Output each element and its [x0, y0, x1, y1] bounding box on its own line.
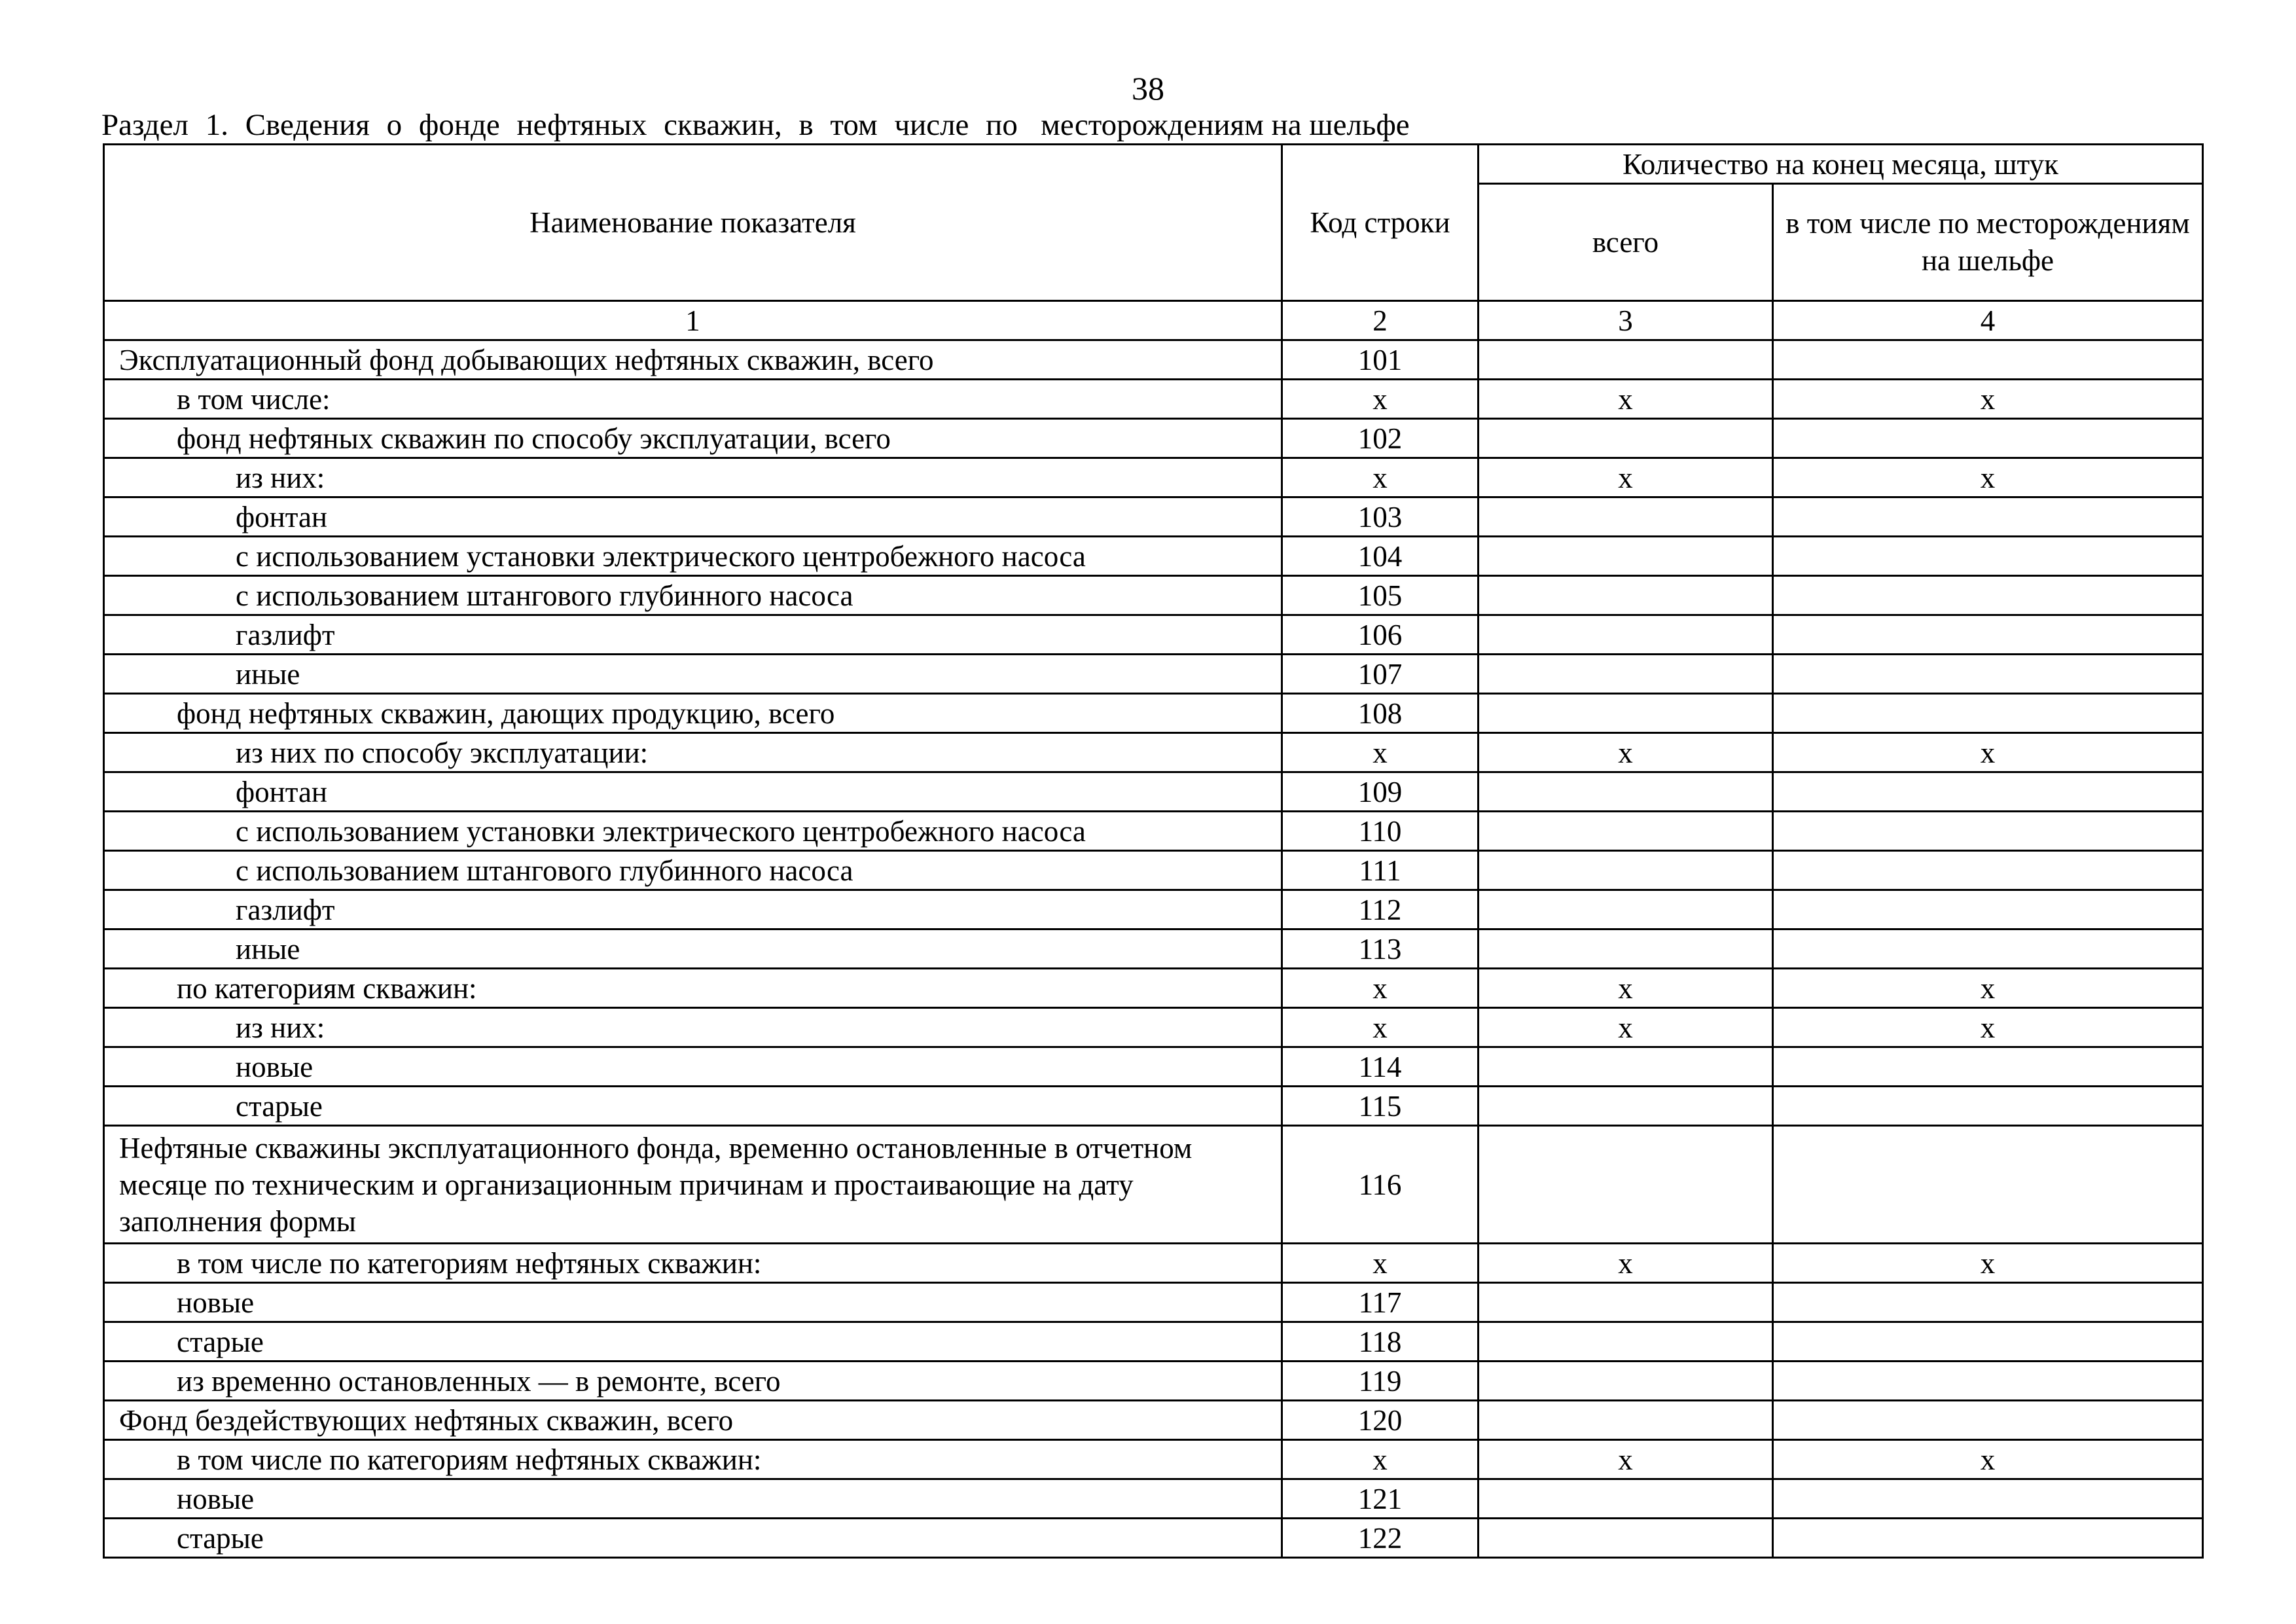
table-row: [104, 497, 2203, 537]
row-total-value[interactable]: [1479, 1087, 1773, 1126]
table-row: [104, 772, 2203, 812]
table-row: [104, 1322, 2203, 1362]
page-number: 38: [1132, 70, 1164, 107]
row-name: в том числе по категориям нефтяных скважин:: [104, 1244, 1282, 1283]
row-total-value: х: [1479, 969, 1773, 1008]
row-total-value[interactable]: [1479, 851, 1773, 890]
row-code: 106: [1282, 615, 1479, 655]
row-total-value[interactable]: [1479, 655, 1773, 694]
row-name: фонтан: [104, 772, 1282, 812]
row-shelf-value[interactable]: [1773, 1479, 2203, 1519]
table-row: [104, 655, 2203, 694]
row-name: Эксплуатационный фонд добывающих нефтяных скважин, всего: [104, 340, 1282, 380]
row-shelf-value[interactable]: [1773, 812, 2203, 851]
row-shelf-value: х: [1773, 380, 2203, 419]
row-name: иные: [104, 929, 1282, 969]
row-code: 119: [1282, 1362, 1479, 1401]
header-total: всего: [1479, 184, 1773, 301]
table-row: [104, 1047, 2203, 1087]
row-total-value[interactable]: [1479, 812, 1773, 851]
row-shelf-value[interactable]: [1773, 655, 2203, 694]
header-indicator-name: Наименование показателя: [104, 145, 1282, 301]
row-code: 101: [1282, 340, 1479, 380]
table-row: [104, 1283, 2203, 1322]
row-name: с использованием штангового глубинного насоса: [104, 851, 1282, 890]
row-shelf-value: х: [1773, 1008, 2203, 1047]
table-row: [104, 1244, 2203, 1283]
column-number: 3: [1479, 301, 1773, 340]
row-total-value[interactable]: [1479, 1362, 1773, 1401]
row-total-value[interactable]: [1479, 537, 1773, 576]
table-row: [104, 1479, 2203, 1519]
row-code: х: [1282, 969, 1479, 1008]
section-title-suffix: месторождениям на шельфе: [1041, 108, 1410, 142]
row-name: с использованием штангового глубинного насоса: [104, 576, 1282, 615]
row-code: х: [1282, 1008, 1479, 1047]
row-code: 104: [1282, 537, 1479, 576]
row-name: Фонд бездействующих нефтяных скважин, всего: [104, 1401, 1282, 1440]
row-name: в том числе:: [104, 380, 1282, 419]
row-shelf-value[interactable]: [1773, 576, 2203, 615]
row-code: х: [1282, 1244, 1479, 1283]
table-row: [104, 1401, 2203, 1440]
row-shelf-value[interactable]: [1773, 772, 2203, 812]
table-row: [104, 340, 2203, 380]
row-code: 111: [1282, 851, 1479, 890]
row-name: фонтан: [104, 497, 1282, 537]
row-code: х: [1282, 1440, 1479, 1479]
row-total-value[interactable]: [1479, 1401, 1773, 1440]
table-row: [104, 1008, 2203, 1047]
row-code: 122: [1282, 1519, 1479, 1558]
row-name: новые: [104, 1047, 1282, 1087]
table-row: [104, 537, 2203, 576]
row-shelf-value[interactable]: [1773, 1519, 2203, 1558]
table-row: [104, 969, 2203, 1008]
row-shelf-value[interactable]: [1773, 1047, 2203, 1087]
row-code: 103: [1282, 497, 1479, 537]
row-code: 108: [1282, 694, 1479, 733]
row-code: 109: [1282, 772, 1479, 812]
table-row: [104, 615, 2203, 655]
table-row: [104, 1519, 2203, 1558]
row-shelf-value[interactable]: [1773, 419, 2203, 458]
header-quantity-group: Количество на конец месяца, штук: [1479, 145, 2203, 184]
row-total-value: х: [1479, 1244, 1773, 1283]
row-shelf-value: х: [1773, 1440, 2203, 1479]
wells-fund-table: [103, 143, 2204, 1559]
row-name: новые: [104, 1479, 1282, 1519]
column-number: 4: [1773, 301, 2203, 340]
row-total-value[interactable]: [1479, 1519, 1773, 1558]
row-shelf-value[interactable]: [1773, 1322, 2203, 1362]
section-title: [101, 107, 1568, 143]
row-name: газлифт: [104, 615, 1282, 655]
row-code: 121: [1282, 1479, 1479, 1519]
table-row: [104, 458, 2203, 497]
table-row: [104, 851, 2203, 890]
row-name: Нефтяные скважины эксплуатационного фонда, временно остановленные в отчетном месяце по техническим и организационным причинам и простаивающие на дату заполнения формы: [104, 1126, 1282, 1244]
row-code: 118: [1282, 1322, 1479, 1362]
row-name: из них:: [104, 458, 1282, 497]
table-row: [104, 929, 2203, 969]
row-shelf-value[interactable]: [1773, 615, 2203, 655]
row-total-value: х: [1479, 380, 1773, 419]
table-row: [104, 1440, 2203, 1479]
table-row: [104, 812, 2203, 851]
row-code: х: [1282, 733, 1479, 772]
row-name: в том числе по категориям нефтяных скважин:: [104, 1440, 1282, 1479]
section-title-prefix: Раздел 1. Сведения о фонде нефтяных скважин, в том числе по: [101, 108, 1018, 142]
row-name: из них по способу эксплуатации:: [104, 733, 1282, 772]
row-name: старые: [104, 1519, 1282, 1558]
row-name: с использованием установки электрического центробежного насоса: [104, 537, 1282, 576]
row-shelf-value[interactable]: [1773, 1362, 2203, 1401]
row-name: из временно остановленных — в ремонте, всего: [104, 1362, 1282, 1401]
table-row: [104, 1362, 2203, 1401]
row-total-value: х: [1479, 1008, 1773, 1047]
table-row: [104, 380, 2203, 419]
row-code: 102: [1282, 419, 1479, 458]
row-name: фонд нефтяных скважин по способу эксплуатации, всего: [104, 419, 1282, 458]
row-shelf-value[interactable]: [1773, 1283, 2203, 1322]
row-total-value[interactable]: [1479, 1126, 1773, 1244]
row-shelf-value[interactable]: [1773, 1087, 2203, 1126]
row-code: 112: [1282, 890, 1479, 929]
row-name: старые: [104, 1322, 1282, 1362]
row-shelf-value[interactable]: [1773, 929, 2203, 969]
row-total-value[interactable]: [1479, 1479, 1773, 1519]
row-total-value[interactable]: [1479, 1322, 1773, 1362]
row-shelf-value[interactable]: [1773, 497, 2203, 537]
row-total-value: х: [1479, 733, 1773, 772]
row-total-value[interactable]: [1479, 890, 1773, 929]
row-shelf-value[interactable]: [1773, 340, 2203, 380]
row-shelf-value: х: [1773, 1244, 2203, 1283]
row-code: 105: [1282, 576, 1479, 615]
row-code: 110: [1282, 812, 1479, 851]
row-code: 113: [1282, 929, 1479, 969]
column-numbers-row: [104, 301, 2203, 340]
row-total-value[interactable]: [1479, 694, 1773, 733]
header-row-code: Код строки: [1282, 145, 1479, 301]
row-total-value: х: [1479, 458, 1773, 497]
row-total-value[interactable]: [1479, 576, 1773, 615]
row-name: по категориям скважин:: [104, 969, 1282, 1008]
row-name: из них:: [104, 1008, 1282, 1047]
row-shelf-value[interactable]: [1773, 1126, 2203, 1244]
row-name: новые: [104, 1283, 1282, 1322]
row-shelf-value: х: [1773, 733, 2203, 772]
row-code: х: [1282, 458, 1479, 497]
row-shelf-value: х: [1773, 969, 2203, 1008]
row-name: фонд нефтяных скважин, дающих продукцию, всего: [104, 694, 1282, 733]
row-total-value[interactable]: [1479, 615, 1773, 655]
row-code: 116: [1282, 1126, 1479, 1244]
row-shelf-value[interactable]: [1773, 537, 2203, 576]
row-name: иные: [104, 655, 1282, 694]
table-row: [104, 576, 2203, 615]
table-row: [104, 890, 2203, 929]
header-shelf: в том числе по месторождениям на шельфе: [1773, 184, 2203, 301]
row-total-value[interactable]: [1479, 419, 1773, 458]
row-total-value: х: [1479, 1440, 1773, 1479]
table-row: [104, 1087, 2203, 1126]
row-code: 120: [1282, 1401, 1479, 1440]
table-row: [104, 694, 2203, 733]
table-row: [104, 1126, 2203, 1244]
row-total-value[interactable]: [1479, 1283, 1773, 1322]
row-shelf-value[interactable]: [1773, 694, 2203, 733]
row-total-value[interactable]: [1479, 772, 1773, 812]
row-code: 107: [1282, 655, 1479, 694]
row-name: газлифт: [104, 890, 1282, 929]
row-name: старые: [104, 1087, 1282, 1126]
row-code: 115: [1282, 1087, 1479, 1126]
row-shelf-value[interactable]: [1773, 1401, 2203, 1440]
row-total-value[interactable]: [1479, 340, 1773, 380]
column-number: 2: [1282, 301, 1479, 340]
row-total-value[interactable]: [1479, 497, 1773, 537]
column-number: 1: [104, 301, 1282, 340]
row-code: 117: [1282, 1283, 1479, 1322]
row-name: с использованием установки электрического центробежного насоса: [104, 812, 1282, 851]
row-total-value[interactable]: [1479, 929, 1773, 969]
row-code: х: [1282, 380, 1479, 419]
table-row: [104, 733, 2203, 772]
row-shelf-value[interactable]: [1773, 851, 2203, 890]
table-header-row: [104, 145, 2203, 184]
row-code: 114: [1282, 1047, 1479, 1087]
row-shelf-value[interactable]: [1773, 890, 2203, 929]
table-row: [104, 419, 2203, 458]
row-total-value[interactable]: [1479, 1047, 1773, 1087]
row-shelf-value: х: [1773, 458, 2203, 497]
